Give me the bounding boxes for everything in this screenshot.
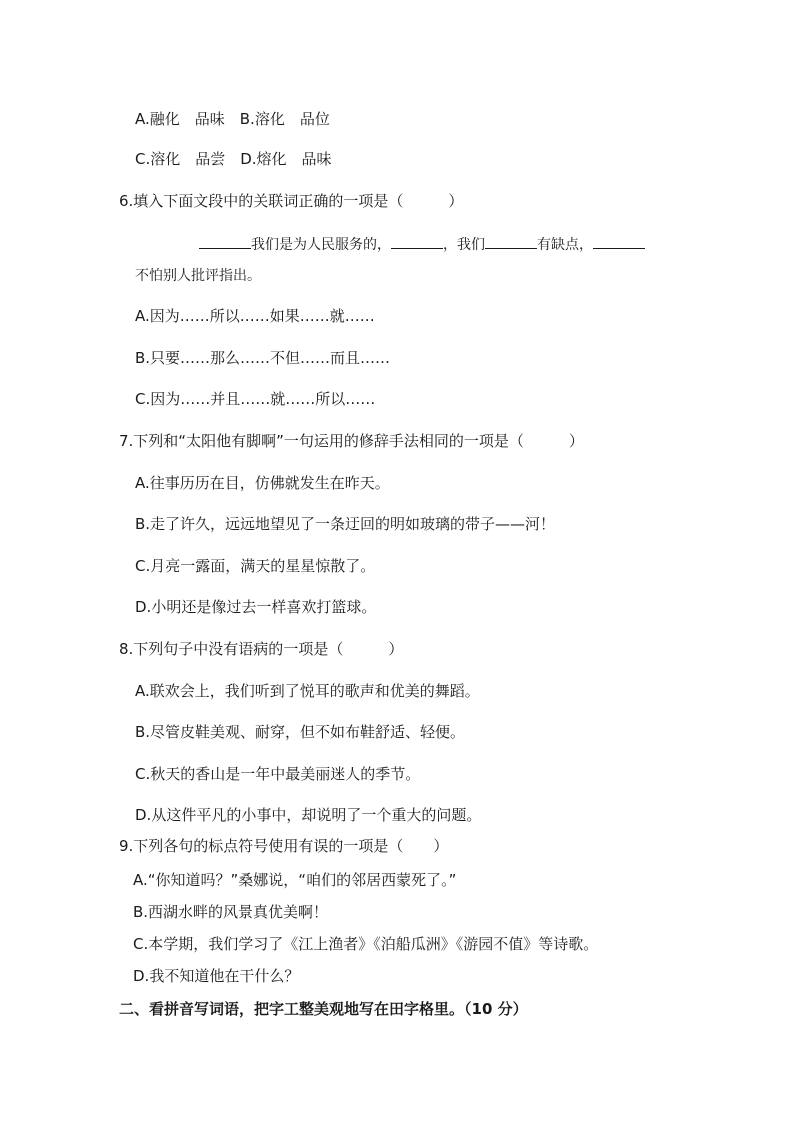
q7-option-c: C.月亮一露面，满天的星星惊散了。 [135,557,376,575]
q7-option-b: B.走了许久，远远地望见了一条迂回的明如玻璃的带子——河！ [135,515,556,533]
q9-option-a: A.“你知道吗？”桑娜说，“咱们的邻居西蒙死了。” [133,871,457,889]
q5-options-ab: A.融化 品味 B.溶化 品位 [135,110,330,128]
q6-stem: 6.填入下面文段中的关联词正确的一项是（ ） [119,192,464,210]
q7-stem: 7.下列和“太阳他有脚啊”一句运用的修辞手法相同的一项是（ ） [119,432,584,450]
q8-option-a: A.联欢会上，我们听到了悦耳的歌声和优美的舞蹈。 [135,682,480,700]
q7-option-d: D.小明还是像过去一样喜欢打篮球。 [135,598,377,616]
q5-options-cd: C.溶化 品尝 D.熔化 品味 [135,150,332,168]
q8-option-c: C.秋天的香山是一年中最美丽迷人的季节。 [135,765,421,783]
q6-passage-line1 [199,234,645,255]
q8-stem: 8.下列句子中没有语病的一项是（ ） [119,640,404,658]
q6-passage-part1: 我们是为人民服务的， [251,237,391,253]
q6-option-a: A.因为……所以……如果……就…… [135,307,375,325]
q9-option-c: C.本学期，我们学习了《江上渔者》《泊船瓜洲》《游园不值》等诗歌。 [133,935,599,953]
q6-option-b: B.只要……那么……不但……而且…… [135,349,391,367]
q6-passage-line2: 不怕别人批评指出。 [135,268,261,284]
q6-passage-part2: ，我们 [443,237,485,253]
q6-passage-part3: 有缺点， [537,237,593,253]
q9-stem: 9.下列各句的标点符号使用有误的一项是（ ） [119,837,449,855]
q9-option-d: D.我不知道他在干什么？ [133,967,300,985]
fill-blank-4[interactable] [593,234,645,249]
fill-blank-2[interactable] [391,234,443,249]
q8-option-d: D.从这件平凡的小事中，却说明了一个重大的问题。 [135,806,482,824]
q7-option-a: A.往事历历在目，仿佛就发生在昨天。 [135,474,390,492]
fill-blank-1[interactable] [199,234,251,249]
fill-blank-3[interactable] [485,234,537,249]
q9-option-b: B.西湖水畔的风景真优美啊！ [133,903,329,921]
q8-option-b: B.尽管皮鞋美观、耐穿，但不如布鞋舒适、轻便。 [135,723,466,741]
q6-option-c: C.因为……并且……就……所以…… [135,390,376,408]
section-2-heading: 二、看拼音写词语，把字工整美观地写在田字格里。（10 分） [119,1000,528,1018]
